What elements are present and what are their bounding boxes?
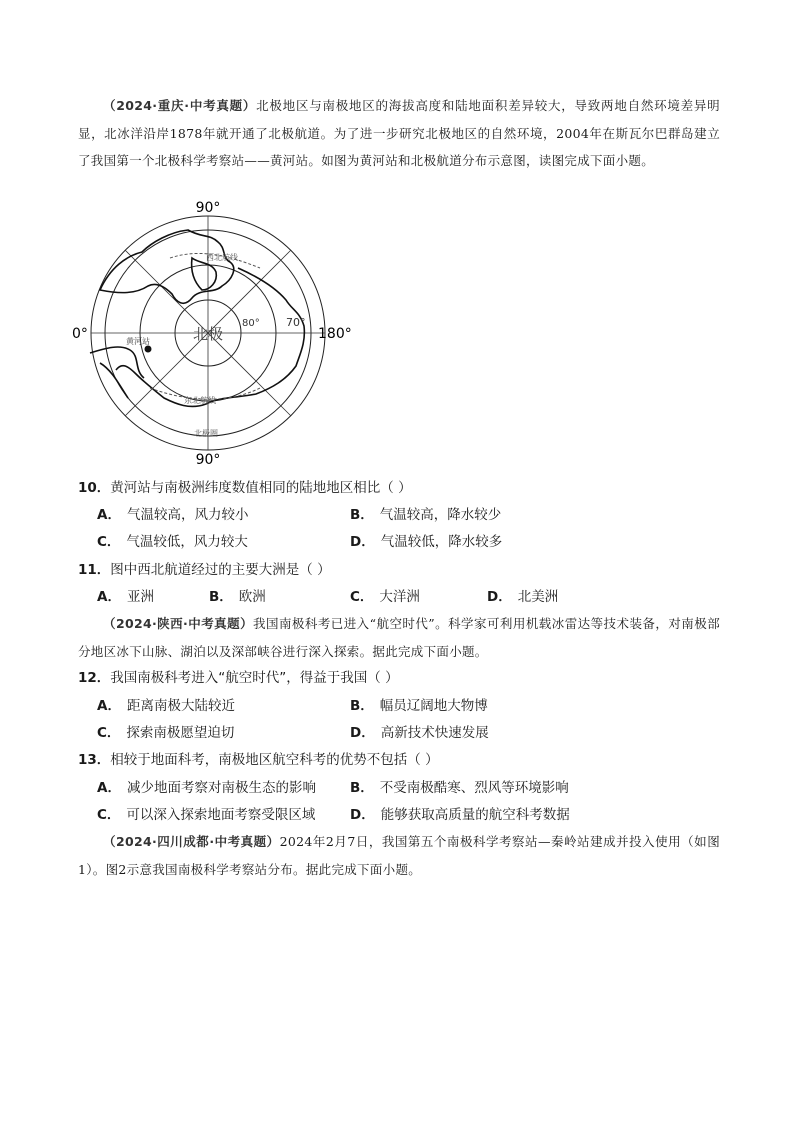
map-label-top: 90° — [195, 200, 221, 216]
map-label-bottom: 90° — [195, 452, 221, 468]
question-10-stem: 黄河站与南极洲纬度数值相同的陆地地区相比（ ） — [110, 480, 412, 496]
map-label-lat80: 80° — [242, 318, 260, 329]
map-label-arctic-circle: 北极圈 — [194, 429, 218, 438]
map-label-north-pole: 北极 — [192, 325, 224, 343]
passage-2-source: （2024·陕西·中考真题） — [103, 616, 254, 631]
q13-option-a[interactable]: A． 减少地面考察对南极生态的影响 — [97, 780, 316, 796]
map-label-lat70: 70° — [286, 316, 306, 329]
map-label-right: 180° — [318, 326, 352, 342]
q12-option-b[interactable]: B． 幅员辽阔地大物博 — [350, 698, 488, 714]
question-13-stem: 相较于地面科考，南极地区航空科考的优势不包括（ ） — [110, 752, 439, 768]
question-11-stem: 图中西北航道经过的主要大洲是（ ） — [110, 562, 331, 578]
map-label-northeast-route: 东北航线 — [184, 396, 216, 405]
passage-1-text: 北极地区与南极地区的海拔高度和陆地面积差异较大，导致两地自然环境差异明显，北冰洋沿岸1878年就开通了北极航道。为了进一步研究北极地区的自然环境，2004年在斯瓦尔巴群岛建立了我国第一个北极科学考察站——黄河站。如图为黄河站和北极航道分布示意图，读图完成下面小题。 — [78, 98, 720, 168]
q12-option-a[interactable]: A． 距离南极大陆较近 — [97, 698, 235, 714]
passage-3 — [78, 828, 720, 883]
q10-option-c[interactable]: C． 气温较低，风力较大 — [97, 534, 248, 550]
passage-2 — [78, 610, 720, 665]
arctic-route-map — [60, 198, 370, 470]
map-label-huanghe-station: 黄河站 — [126, 337, 150, 346]
q10-option-b[interactable]: B． 气温较高，降水较少 — [350, 507, 502, 523]
q13-option-c[interactable]: C． 可以深入探索地面考察受限区域 — [97, 807, 316, 823]
q11-option-c[interactable]: C． 大洋洲 — [350, 589, 420, 605]
q10-option-d[interactable]: D． 气温较低，降水较多 — [350, 534, 503, 550]
question-12 — [78, 668, 399, 688]
passage-1-source: （2024·重庆·中考真题） — [103, 98, 257, 113]
passage-2-text: 我国南极科考已进入“航空时代”。科学家可利用机载冰雷达等技术装备，对南极部分地区冰下山脉、湖泊以及深部峡谷进行深入探索。据此完成下面小题。 — [78, 616, 720, 659]
q11-option-b[interactable]: B． 欧洲 — [209, 589, 266, 605]
q12-option-c[interactable]: C． 探索南极愿望迫切 — [97, 725, 235, 741]
question-12-stem: 我国南极科考进入“航空时代”，得益于我国（ ） — [110, 670, 399, 686]
question-13-number: 13． — [78, 752, 111, 768]
passage-3-source: （2024·四川成都·中考真题） — [103, 834, 280, 849]
passage-3-text: 2024年2月7日，我国第五个南极科学考察站—秦岭站建成并投入使用（如图1）。图2示意我国南极科学考察站分布。据此完成下面小题。 — [78, 834, 720, 877]
question-10 — [78, 478, 412, 498]
map-label-left: 0° — [72, 326, 88, 342]
q12-option-d[interactable]: D． 高新技术快速发展 — [350, 725, 489, 741]
question-13 — [78, 750, 439, 770]
question-10-number: 10． — [78, 480, 111, 496]
q11-option-a[interactable]: A． 亚洲 — [97, 589, 154, 605]
question-12-number: 12． — [78, 670, 111, 686]
question-11-number: 11． — [78, 562, 111, 578]
q10-option-a[interactable]: A． 气温较高，风力较小 — [97, 507, 249, 523]
passage-1 — [78, 92, 720, 175]
question-11 — [78, 560, 331, 580]
q13-option-d[interactable]: D． 能够获取高质量的航空科考数据 — [350, 807, 570, 823]
map-coastlines — [90, 230, 304, 406]
q11-option-d[interactable]: D． 北美洲 — [487, 589, 559, 605]
huanghe-station-marker — [145, 346, 152, 353]
map-label-northwest-route: 西北航线 — [206, 253, 238, 262]
q13-option-b[interactable]: B． 不受南极酷寒、烈风等环境影响 — [350, 780, 569, 796]
